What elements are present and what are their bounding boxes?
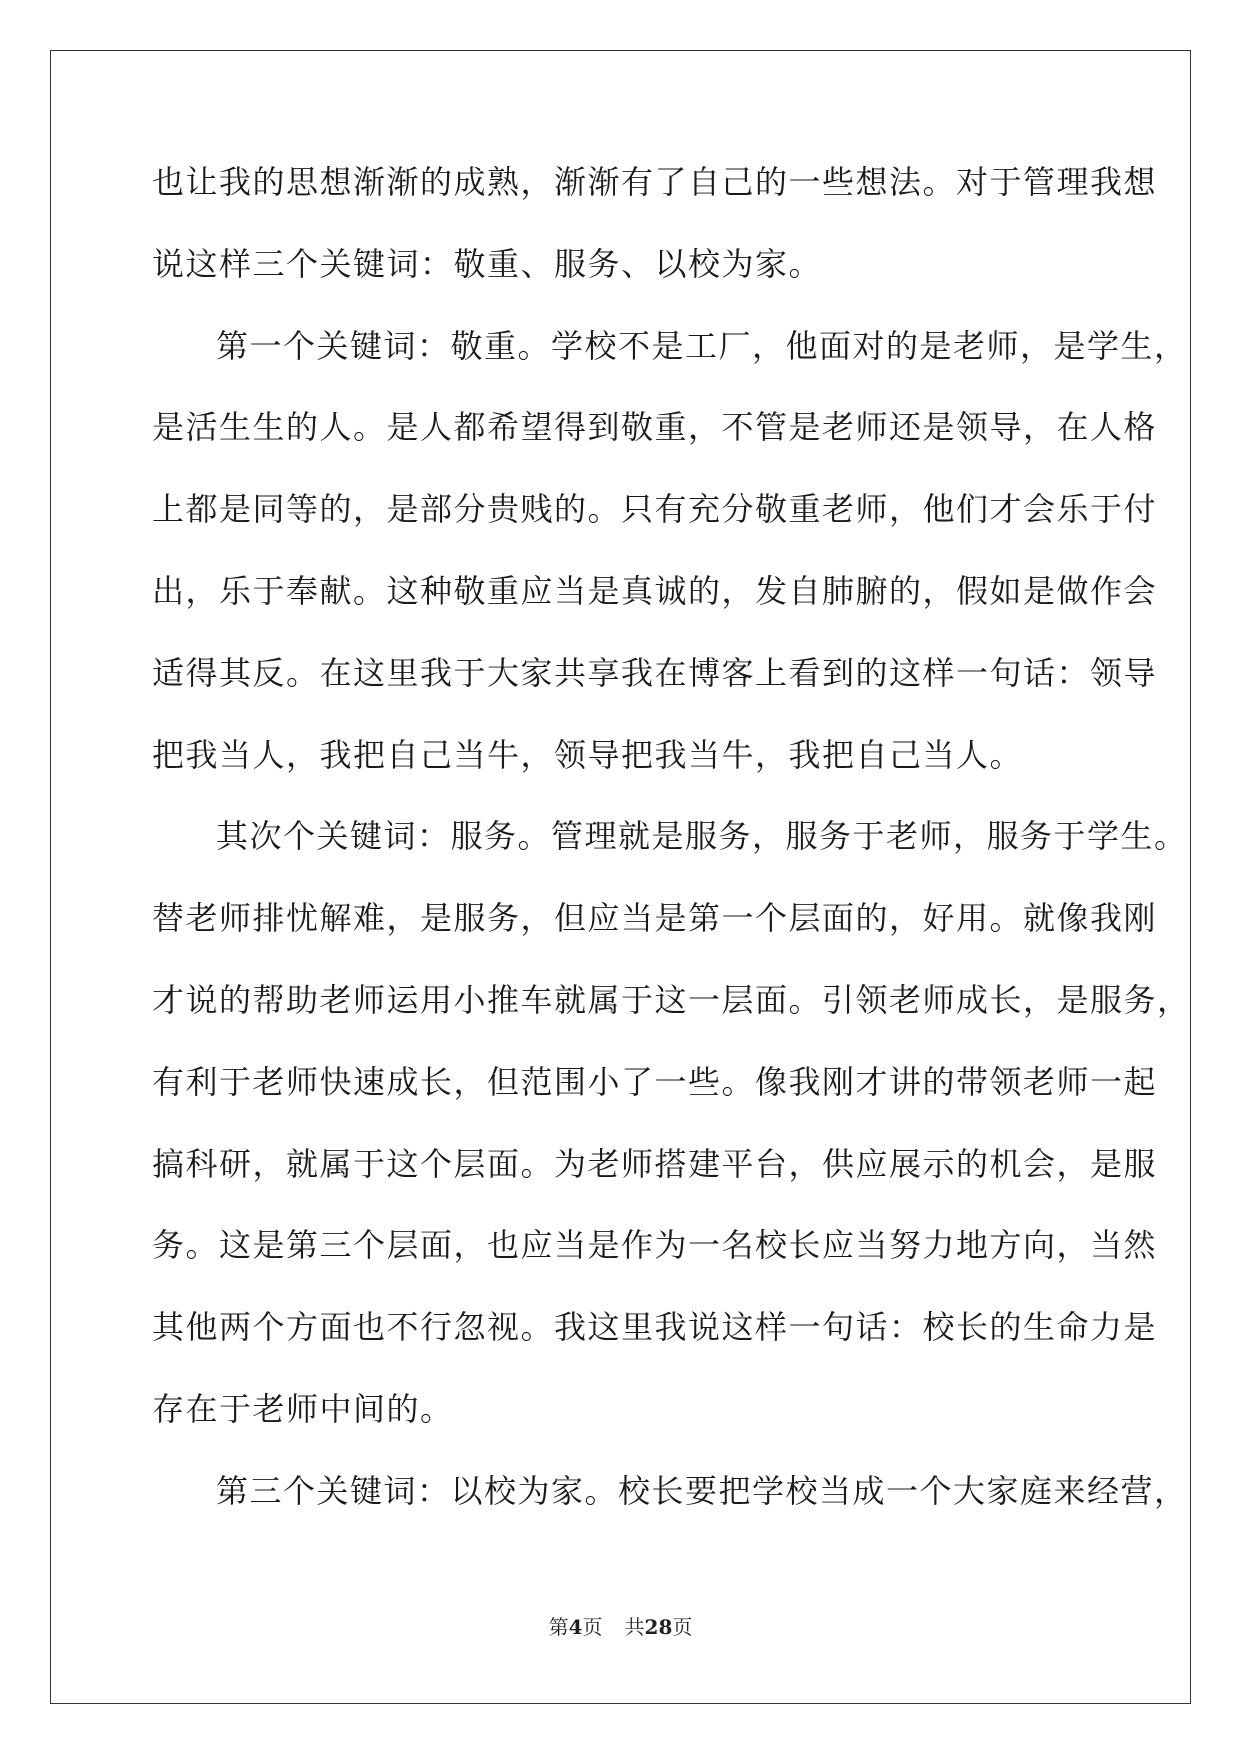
current-page-number: 4 <box>568 1615 583 1639</box>
text-line-15: 其他两个方面也不行忽视。我这里我说这样一句话：校长的生命力是 <box>152 1308 1158 1347</box>
page-number-footer <box>0 1614 1241 1640</box>
paragraph-respect-start: 第一个关键词：敬重。学校不是工厂，他面对的是老师，是学生， <box>216 326 1188 365</box>
paragraph-home-start: 第三个关键词：以校为家。校长要把学校当成一个大家庭来经营， <box>216 1471 1188 1510</box>
text-line-13: 搞科研，就属于这个层面。为老师搭建平台，供应展示的机会，是服 <box>152 1144 1158 1183</box>
document-body <box>152 160 1191 1551</box>
footer-prefix: 第 <box>548 1615 569 1639</box>
text-line-8: 把我当人，我把自己当牛，领导把我当牛，我把自己当人。 <box>152 735 1024 774</box>
footer-total-unit: 页 <box>672 1615 693 1639</box>
text-line-5: 上都是同等的，是部分贵贱的。只有充分敬重老师，他们才会乐于付 <box>152 490 1158 529</box>
text-line-11: 才说的帮助老师运用小推车就属于这一层面。引领老师成长，是服务， <box>152 980 1191 1019</box>
footer-page-unit: 页 <box>582 1615 603 1639</box>
text-line-6: 出，乐于奉献。这种敬重应当是真诚的，发自肺腑的，假如是做作会 <box>152 571 1158 610</box>
paragraph-service-start: 其次个关键词：服务。管理就是服务，服务于老师，服务于学生。 <box>216 817 1188 856</box>
text-line-12: 有利于老师快速成长，但范围小了一些。像我刚才讲的带领老师一起 <box>152 1062 1158 1101</box>
total-page-count: 28 <box>644 1615 673 1639</box>
footer-total-prefix: 共 <box>624 1615 645 1639</box>
text-line-16: 存在于老师中间的。 <box>152 1389 454 1428</box>
text-line-4: 是活生生的人。是人都希望得到敬重，不管是老师还是领导，在人格 <box>152 408 1158 447</box>
text-line-1: 也让我的思想渐渐的成熟，渐渐有了自己的一些想法。对于管理我想 <box>152 163 1158 201</box>
text-line-7: 适得其反。在这里我于大家共享我在博客上看到的这样一句话：领导 <box>152 653 1158 692</box>
text-line-14: 务。这是第三个层面，也应当是作为一名校长应当努力地方向，当然 <box>152 1226 1158 1265</box>
text-line-2: 说这样三个关键词：敬重、服务、以校为家。 <box>152 244 823 283</box>
text-line-10: 替老师排忧解难，是服务，但应当是第一个层面的，好用。就像我刚 <box>152 899 1158 938</box>
